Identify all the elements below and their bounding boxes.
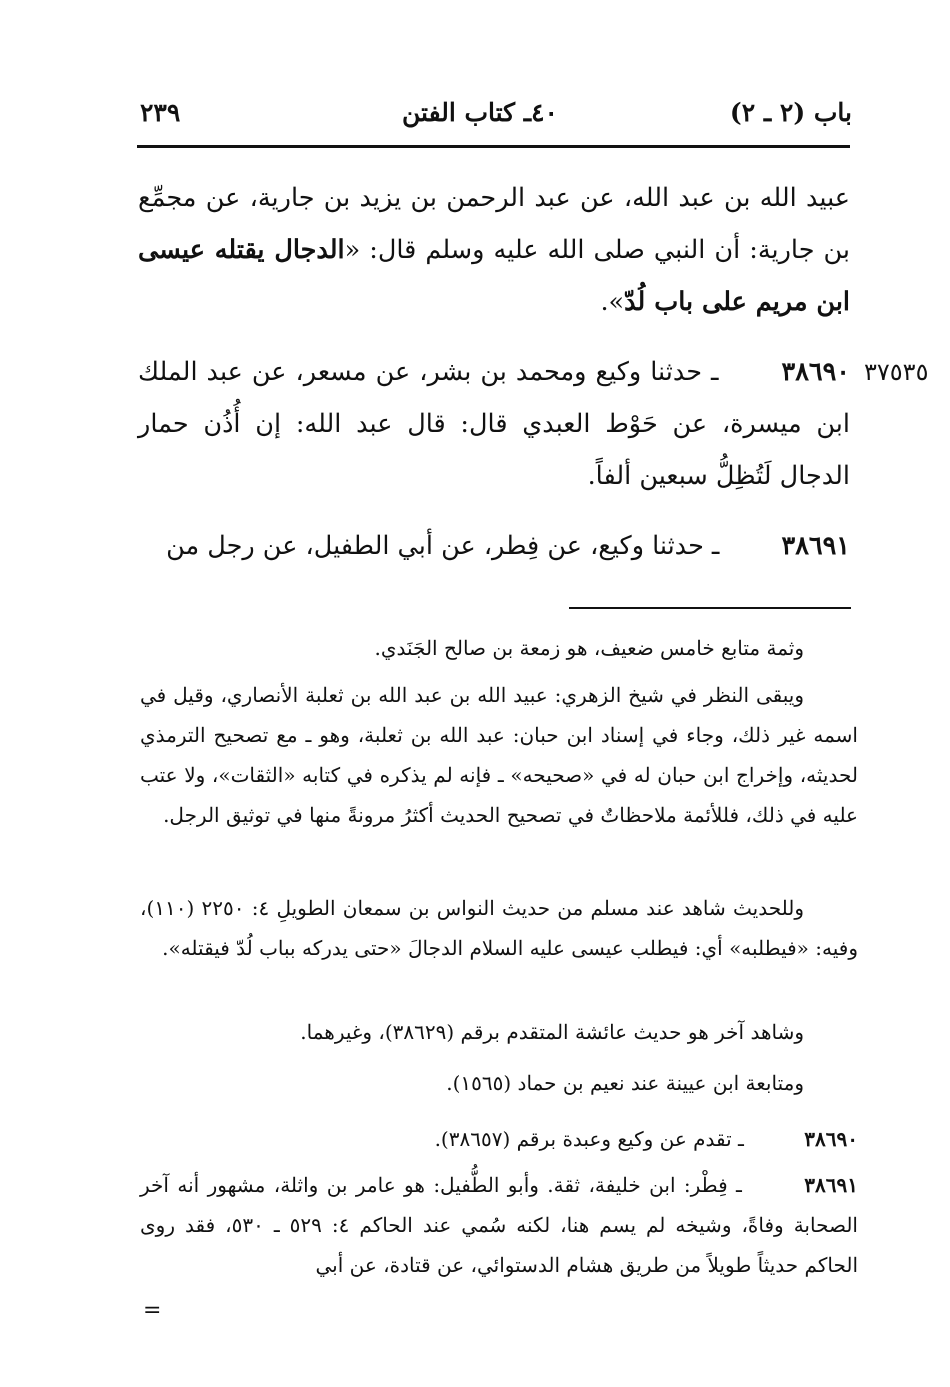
footnote-paragraph xyxy=(140,1119,858,1159)
hadith-38691 xyxy=(138,520,850,572)
margin-reference-number: ٣٧٥٣٥ xyxy=(864,358,929,386)
footnote-text: وثمة متابع خامس ضعيف، هو زمعة بن صالح الجَنَدي. xyxy=(374,636,804,660)
footnote-paragraph xyxy=(140,1165,858,1285)
footnote-number: ٣٨٦٩١ xyxy=(804,1173,858,1197)
hadith-number: ٣٨٦٩١ xyxy=(781,531,850,561)
footnote-separator xyxy=(569,607,851,609)
footnote-number: ٣٨٦٩٠ xyxy=(804,1127,858,1151)
hadith-quote-bold: الدجال يقتله عيسى ابن مريم على باب لُدّ xyxy=(138,235,850,317)
chapter-heading: باب (٢ ـ ٢) xyxy=(729,98,852,127)
footnote-text: وللحديث شاهد عند مسلم من حديث النواس بن سمعان الطويلِ ٤: ٢٢٥٠ (١١٠)، وفيه: «فيطلبه» أي: فيطلب عيسى عليه السلام الدجالَ «حتى يدركه بباب لُدّ فيقتله». xyxy=(140,896,858,960)
footnote-text: ومتابعة ابن عيينة عند نعيم بن حماد (١٥٦٥). xyxy=(446,1071,804,1095)
footnote-paragraph xyxy=(140,1063,858,1103)
page-number: ٢٣٩ xyxy=(140,98,181,127)
footnote-text: وشاهد آخر هو حديث عائشة المتقدم برقم (٣٨٦٢٩)، وغيرهما. xyxy=(300,1020,804,1044)
footnote-text: ـ فِطْر: ابن خليفة، ثقة. وأبو الطُّفيل: هو عامر بن واثلة، مشهور أنه آخر الصحابة وفاةً، وشيخه لم يسم هنا، لكنه سُمي عند الحاكم ٤: ٥٢٩ ـ ٥٣٠، فقد روى الحاكم حديثاً طويلاً من طريق هشام الدستوائي، عن قتادة، عن أبي xyxy=(140,1173,858,1277)
hadith-text-end: ». xyxy=(600,287,625,317)
hadith-text: عبيد الله بن عبد الله، عن عبد الرحمن بن يزيد بن جارية، عن مجمِّع بن جارية: أن النبي صلى الله عليه وسلم قال: « xyxy=(138,183,850,265)
hadith-continuation xyxy=(138,172,850,328)
hadith-text: ـ حدثنا وكيع، عن فِطر، عن أبي الطفيل، عن رجل من xyxy=(166,531,728,561)
continuation-mark: = xyxy=(143,1298,162,1323)
hadith-text: ـ حدثنا وكيع ومحمد بن بشر، عن مسعر، عن عبد الملك ابن ميسرة، عن حَوْط العبدي قال: قال عبد الله: إن أُذُن حمار الدجال لَتُظِلُّ سبعين ألفاً. xyxy=(138,357,850,491)
book-title: ٤٠ـ كتاب الفتن xyxy=(402,98,558,127)
footnote-text: ويبقى النظر في شيخ الزهري: عبيد الله بن عبد الله بن ثعلبة الأنصاري، وقيل في اسمه غير ذلك، وجاء في إسناد ابن حبان: عبد الله بن ثعلبة، وهو ـ مع تصحيح الترمذي لحديثه، وإخراج ابن حبان له في «صحيحه» ـ فإنه لم يذكره في كتابه «الثقات»، ولا عتب عليه في ذلك، فللأئمة ملاحظاتٌ في تصحيح الحديث أكثرُ مرونةً منها في توثيق الرجل. xyxy=(140,683,858,827)
footnote-text: ـ تقدم عن وكيع وعبدة برقم (٣٨٦٥٧). xyxy=(434,1127,751,1151)
header-rule xyxy=(137,145,850,148)
footnote-paragraph xyxy=(140,888,858,968)
footnote-paragraph xyxy=(140,628,858,668)
hadith-number: ٣٨٦٩٠ xyxy=(781,357,850,387)
footnote-paragraph xyxy=(140,675,858,835)
footnote-paragraph xyxy=(140,1012,858,1052)
hadith-38690 xyxy=(138,346,850,502)
